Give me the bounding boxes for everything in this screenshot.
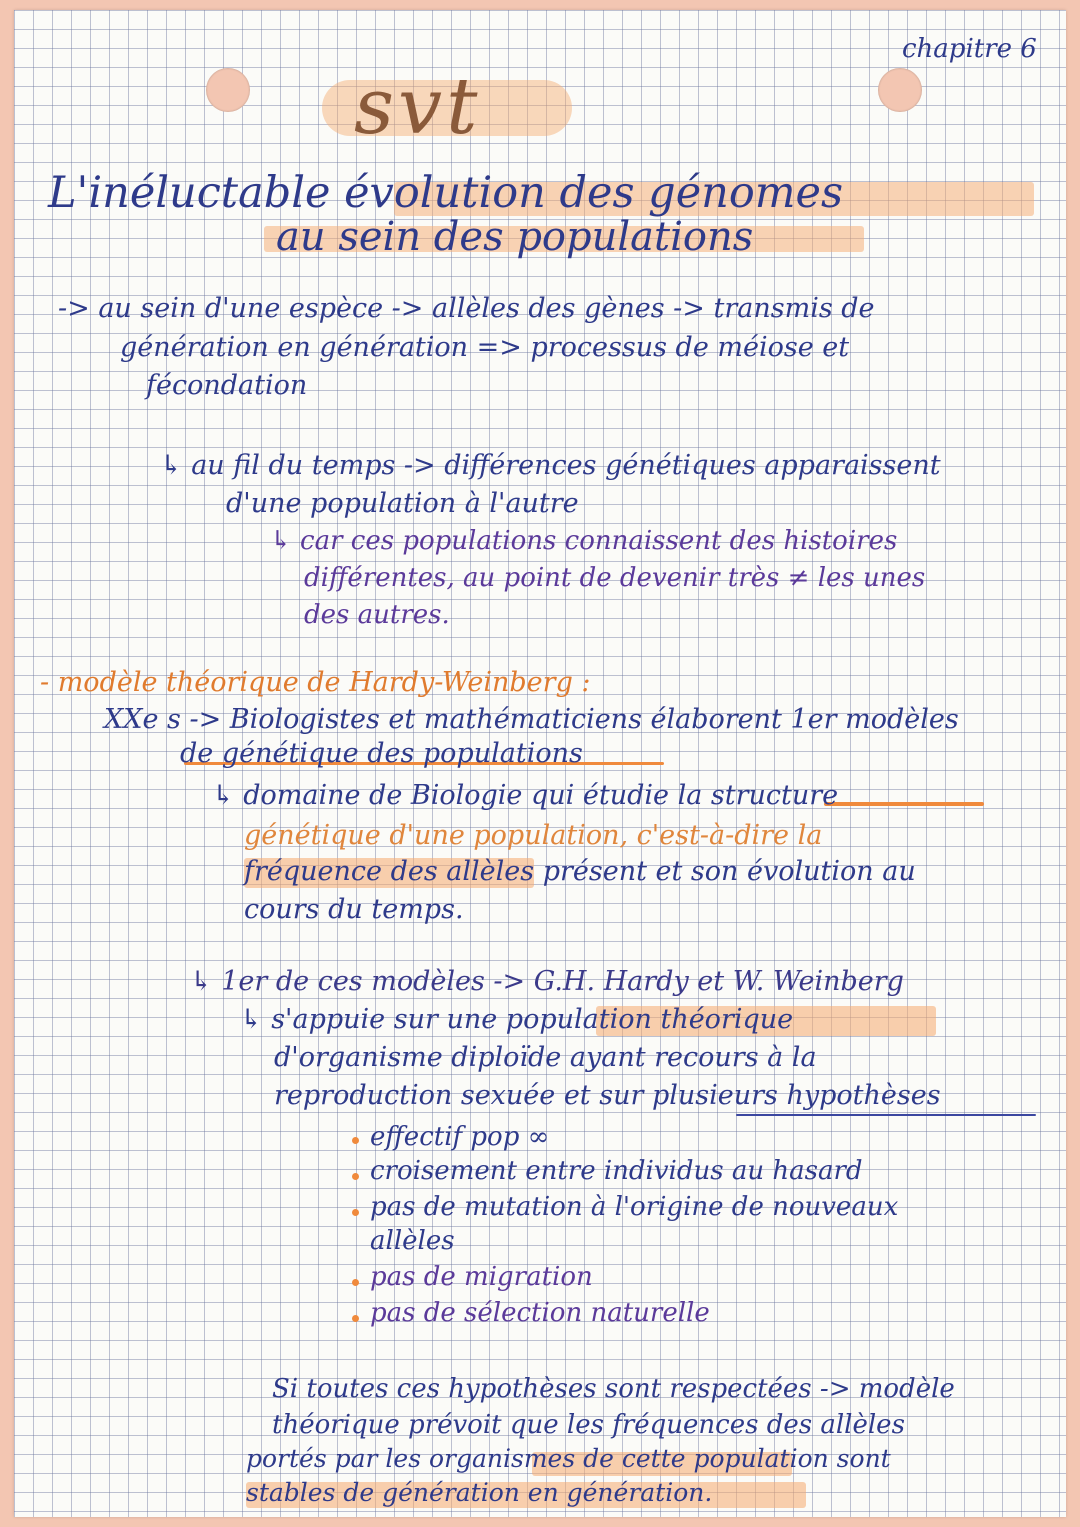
- hw-p2-line-4: cours du temps.: [244, 894, 464, 925]
- hypothesis-item: effectif pop ∞: [370, 1122, 550, 1152]
- bullet-dot: [352, 1315, 359, 1322]
- intro-detail-line-1: ↳ au fil du temps -> différences génétiques apparaissent: [160, 450, 941, 481]
- subject-title: svt: [354, 62, 482, 152]
- punch-hole-right: [878, 68, 922, 112]
- intro-detail-line-2: d'une population à l'autre: [226, 488, 579, 519]
- notebook-page: [14, 10, 1066, 1517]
- intro-line-3: fécondation: [146, 370, 308, 401]
- hw-p2-line-2: génétique d'une population, c'est-à-dire la: [244, 820, 823, 851]
- bullet-dot: [352, 1173, 359, 1180]
- hw-p3-line-3: d'organisme diploïde ayant recours à la: [274, 1042, 817, 1073]
- intro-line-2: génération en génération => processus de méiose et: [120, 332, 850, 363]
- conclusion-line-4: stables de génération en génération.: [246, 1478, 713, 1507]
- bullet-dot: [352, 1209, 359, 1216]
- hypotheses-underline: [736, 1114, 1036, 1116]
- hw-p1-line-1: XXe s -> Biologistes et mathématiciens élaborent 1er modèles: [104, 704, 959, 735]
- intro-detail-line-3: ↳ car ces populations connaissent des histoires: [270, 526, 898, 556]
- hw-p1-line-2: de génétique des populations: [180, 738, 583, 769]
- conclusion-line-2: théorique prévoit que les fréquences des allèles: [272, 1410, 905, 1440]
- hypothesis-item: croisement entre individus au hasard: [370, 1156, 863, 1186]
- hw-heading: - modèle théorique de Hardy-Weinberg :: [40, 667, 591, 698]
- hw-p3-line-4: reproduction sexuée et sur plusieurs hypothèses: [274, 1080, 941, 1111]
- hypothesis-item: pas de mutation à l'origine de nouveaux: [370, 1192, 899, 1222]
- hypothesis-item: pas de migration: [370, 1262, 593, 1292]
- hw-p3-line-1: ↳ 1er de ces modèles -> G.H. Hardy et W. Weinberg: [190, 966, 904, 997]
- hypothesis-item-continued: allèles: [370, 1226, 455, 1256]
- title-line-2: au sein des populations: [276, 214, 754, 260]
- intro-detail-line-4: différentes, au point de devenir très ≠ les unes: [304, 563, 926, 593]
- chapter-label: chapitre 6: [902, 34, 1037, 64]
- structure-highlight: [824, 802, 984, 806]
- bullet-dot: [352, 1137, 359, 1144]
- hw-p3-line-2: ↳ s'appuie sur une population théorique: [240, 1004, 794, 1035]
- hw-p2-line-3: fréquence des allèles présent et son évolution au: [244, 856, 916, 887]
- hypothesis-item: pas de sélection naturelle: [370, 1298, 710, 1328]
- punch-hole-left: [206, 68, 250, 112]
- bullet-dot: [352, 1279, 359, 1286]
- conclusion-line-3: portés par les organismes de cette population sont: [246, 1444, 891, 1473]
- hw-p2-line-1: ↳ domaine de Biologie qui étudie la structure: [212, 780, 839, 811]
- intro-detail-line-5: des autres.: [304, 600, 450, 630]
- title-line-1: L'inéluctable évolution des génomes: [48, 168, 844, 218]
- conclusion-line-1: Si toutes ces hypothèses sont respectées -> modèle: [272, 1374, 955, 1404]
- intro-line-1: -> au sein d'une espèce -> allèles des gènes -> transmis de: [58, 293, 875, 324]
